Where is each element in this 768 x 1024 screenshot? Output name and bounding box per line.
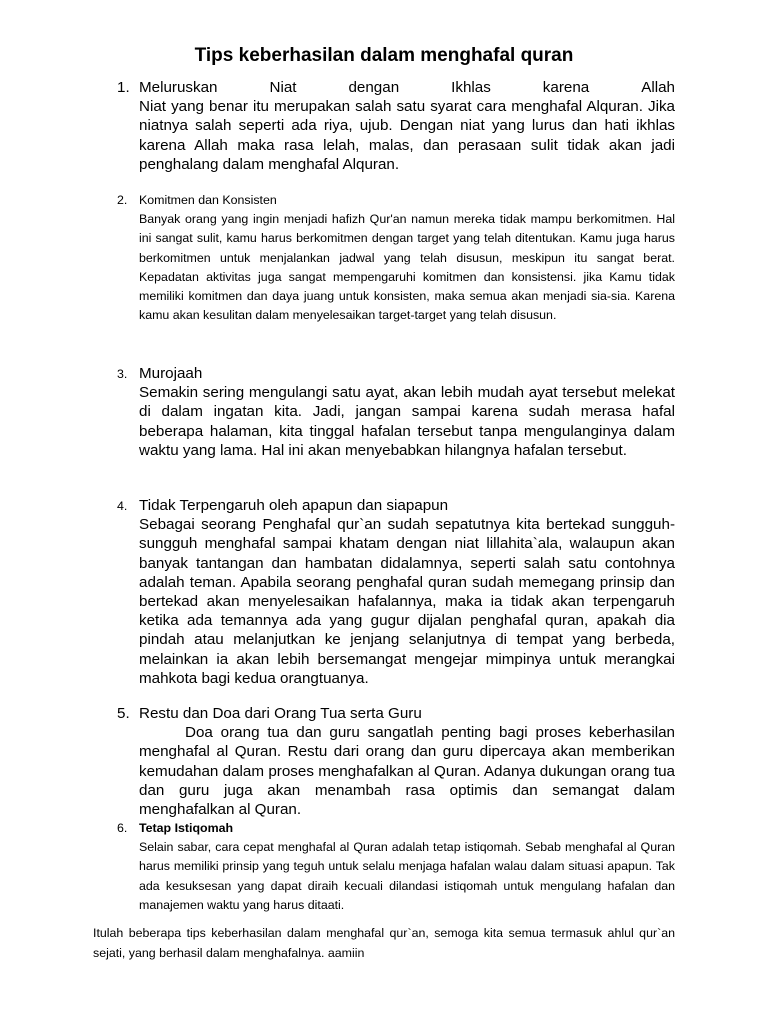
item-content bbox=[139, 78, 675, 174]
item-body: Banyak orang yang ingin menjadi hafizh Qur'an namun mereka tidak mampu berkomitmen. Hal ini sangat sulit, kamu harus berkomitmen dengan target yang telah ditentukan. Kamu juga harus berkomitmen untuk menjalankan jadwal yang telah disusun, meskipun itu sangat berat. Kepadatan aktivitas juga sangat mempengaruhi komitmen dan konsistensi. jika Kamu tidak memiliki komitmen dan daya juang untuk konsisten, maka semua akan menjadi sia-sia. Karena kamu akan kesulitan dalam menyelesaikan target-target yang telah disusun. bbox=[139, 212, 675, 323]
item-body: Sebagai seorang Penghafal qur`an sudah sepatutnya kita bertekad sungguh-sungguh menghafal sampai khatam dengan niat lillahita`ala, walaupun akan banyak tantangan dan hambatan didalamnya, seperti salah satu contohnya adalah teman. Apabila seorang penghafal quran sudah memegang prinsip dan bertekad akan menyelesaikan hafalannya, maka ia tidak akan terpengaruh ketika ada temannya ada yang gugur dijalan penghafal quran, apakah dia pindah atau melanjutkan ke jenjang selanjutnya di tempat yang berbeda, melainkan ia akan lebih bersemangat mengejar mimpinya untuk merangkai mahkota bagi kedua orangtuanya. bbox=[139, 516, 675, 687]
item-heading: Restu dan Doa dari Orang Tua serta Guru bbox=[139, 705, 422, 722]
item-content bbox=[139, 364, 675, 460]
item-body: Semakin sering mengulangi satu ayat, akan lebih mudah ayat tersebut melekat di dalam ingatan kita. Jadi, jangan sampai karena sudah merasa hafal beberapa halaman, kita tinggal hafalan tersebut tanpa mengulanginya dalam waktu yang lama. Hal ini akan menyebabkan hilangnya hafalan tersebut. bbox=[139, 384, 675, 459]
item-body: Niat yang benar itu merupakan salah satu syarat cara menghafal Alquran. Jika niatnya salah seperti ada riya, ujub. Dengan niat yang lurus dan hati ikhlas karena Allah maka rasa lelah, malas, dan perasaan sulit tidak akan jadi penghalang dalam menghafal Alquran. bbox=[139, 98, 675, 173]
item-number: 3. bbox=[117, 367, 128, 381]
heading-word: dengan bbox=[348, 79, 400, 96]
item-content bbox=[139, 191, 675, 325]
item-number: 6. bbox=[117, 821, 128, 835]
item-heading: Murojaah bbox=[139, 365, 203, 382]
document-title: Tips keberhasilan dalam menghafal quran bbox=[194, 45, 574, 66]
heading-word: Niat bbox=[269, 79, 297, 96]
item-body: Selain sabar, cara cepat menghafal al Quran adalah tetap istiqomah. Sebab menghafal al Quran harus memiliki prinsip yang teguh untuk selalu menjaga hafalan walau dalam situasi apapun. Tak ada kesuksesan yang dapat diraih kecuali dilandasi istiqomah untuk mengulang hafalan dan manajemen waktu yang harus ditaati. bbox=[139, 840, 675, 912]
item-number: 5. bbox=[117, 705, 130, 722]
item-heading: Komitmen dan Konsisten bbox=[139, 193, 277, 207]
heading-word: Meluruskan bbox=[139, 79, 218, 96]
item-number: 4. bbox=[117, 499, 128, 513]
item-content bbox=[139, 819, 675, 915]
item-body: Doa orang tua dan guru sangatlah penting bagi proses keberhasilan menghafal al Quran. Restu dari orang dan guru dipercaya akan memberikan kemudahan dalam proses menghafalkan al Quran. Adanya dukungan orang tua dan guru juga akan menambah rasa optimis dan semangat dalam menghafalkan al Quran. bbox=[139, 724, 675, 819]
item-heading: Tetap Istiqomah bbox=[139, 821, 234, 835]
item-number: 2. bbox=[117, 193, 128, 207]
closing-paragraph: Itulah beberapa tips keberhasilan dalam menghafal qur`an, semoga kita semua termasuk ahlul qur`an sejati, yang berhasil dalam menghafalnya. aamiin bbox=[93, 926, 675, 960]
heading-word: karena bbox=[542, 79, 590, 96]
item-content bbox=[139, 704, 675, 819]
item-content bbox=[139, 496, 675, 688]
heading-word: Ikhlas bbox=[451, 79, 491, 96]
item-heading bbox=[139, 78, 675, 97]
item-heading: Tidak Terpengaruh oleh apapun dan siapapun bbox=[139, 497, 449, 514]
item-number: 1. bbox=[117, 79, 130, 96]
heading-word: Allah bbox=[641, 79, 675, 96]
